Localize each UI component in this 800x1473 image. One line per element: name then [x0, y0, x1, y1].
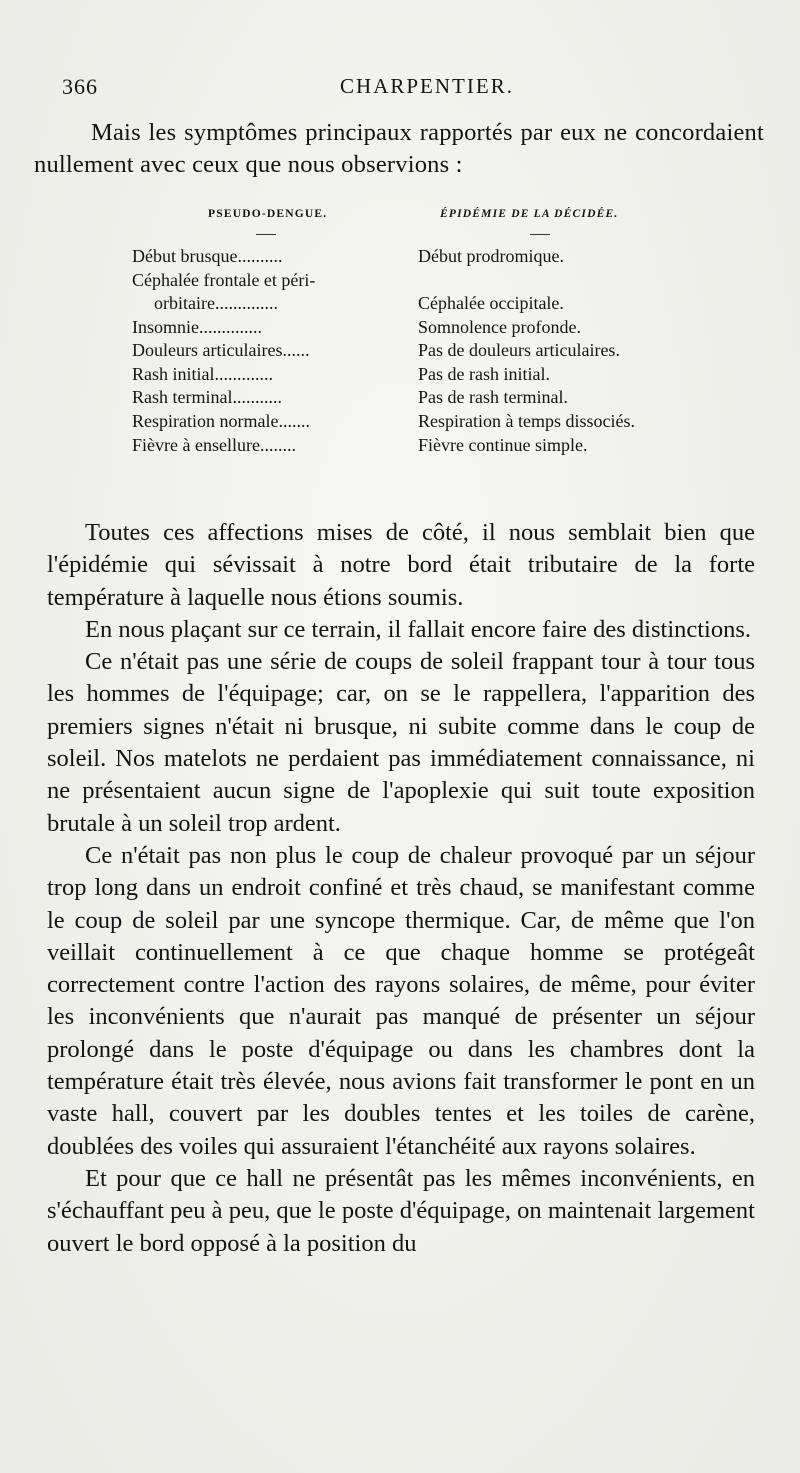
symptom-left: Céphalée frontale et péri- orbitaire.............. — [132, 269, 316, 314]
symptom-right: Somnolence profonde. — [418, 316, 581, 337]
table-heading-left: PSEUDO-DENGUE. — [208, 208, 328, 220]
symptom-left: Rash initial............. — [132, 363, 273, 384]
symptom-left: Respiration normale....... — [132, 410, 310, 431]
symptom-right: Céphalée occipitale. — [418, 293, 564, 313]
table-row — [132, 339, 732, 363]
paragraph: Et pour que ce hall ne présentât pas les mêmes inconvénients, en s'échauffant peu à peu, que le poste d'équipage, on maintenait largement ouvert le bord opposé à la position du — [47, 1164, 755, 1257]
page-number: 366 — [62, 74, 98, 99]
symptom-right: Pas de douleurs articulaires. — [418, 340, 620, 361]
running-head: CHARPENTIER. — [340, 74, 514, 98]
heading-rule-left — [256, 234, 276, 235]
comparison-table — [132, 245, 732, 457]
table-row — [132, 316, 732, 340]
symptom-right: Respiration à temps dissociés. — [418, 410, 635, 431]
symptom-right: Fièvre continue simple. — [418, 434, 588, 455]
paragraph: En nous plaçant sur ce terrain, il fallait encore faire des distinctions. — [85, 615, 752, 643]
table-heading-right: ÉPIDÉMIE DE LA DÉCIDÉE. — [440, 208, 619, 220]
table-row — [132, 363, 732, 387]
intro-paragraph: Mais les symptômes principaux rapportés par eux ne concordaient nullement avec ceux que nous observions : — [34, 119, 764, 178]
symptom-left: Insomnie.............. — [132, 316, 262, 337]
table-row — [132, 434, 732, 458]
symptom-right: Pas de rash initial. — [418, 363, 550, 384]
symptom-left: Rash terminal........... — [132, 387, 282, 408]
table-row — [132, 410, 732, 434]
paragraph: Toutes ces affections mises de côté, il nous semblait bien que l'épidémie qui sévissait à notre bord était tributaire de la forte température à laquelle nous étions soumis. — [47, 519, 755, 611]
table-row — [132, 245, 732, 269]
symptom-right: Début prodromique. — [418, 246, 564, 266]
paragraph: Ce n'était pas non plus le coup de chaleur provoqué par un séjour trop long dans un endroit confiné et très chaud, se manifestant comme le coup de soleil par une syncope thermique. Car, de même que l'on veillait continuellement à ce que chaque homme se protégeât correctement contre l'action des rayons solaires, de même, pour éviter les inconvénients que n'aurait pas manqué de présenter un séjour prolongé dans le poste d'équipage ou dans les chambres dont la température était très élevée, nous avions fait transformer le pont en un vaste hall, couvert par les doubles tentes et les toiles de carène, doublées des voiles qui assuraient l'étanchéité aux rayons solaires. — [47, 841, 755, 1160]
symptom-left: Fièvre à ensellure........ — [132, 434, 296, 455]
symptom-left: Douleurs articulaires...... — [132, 340, 310, 361]
heading-rule-right — [530, 234, 550, 235]
symptom-right: Pas de rash terminal. — [418, 387, 568, 408]
paragraph: Ce n'était pas une série de coups de soleil frappant tour à tour tous les hommes de l'équipage; car, on se le rappellera, l'apparition des premiers signes n'était ni brusque, ni subite comme dans le coup de soleil. Nos matelots ne perdaient pas immédiatement connaissance, ni ne présentaient aucun signe de l'apoplexie qui suit toute exposition brutale à un soleil trop ardent. — [47, 648, 755, 837]
symptom-left: Début brusque.......... — [132, 246, 283, 266]
body-text — [47, 517, 755, 1260]
page-header — [62, 74, 752, 108]
table-row — [132, 386, 732, 410]
table-row — [132, 269, 732, 316]
